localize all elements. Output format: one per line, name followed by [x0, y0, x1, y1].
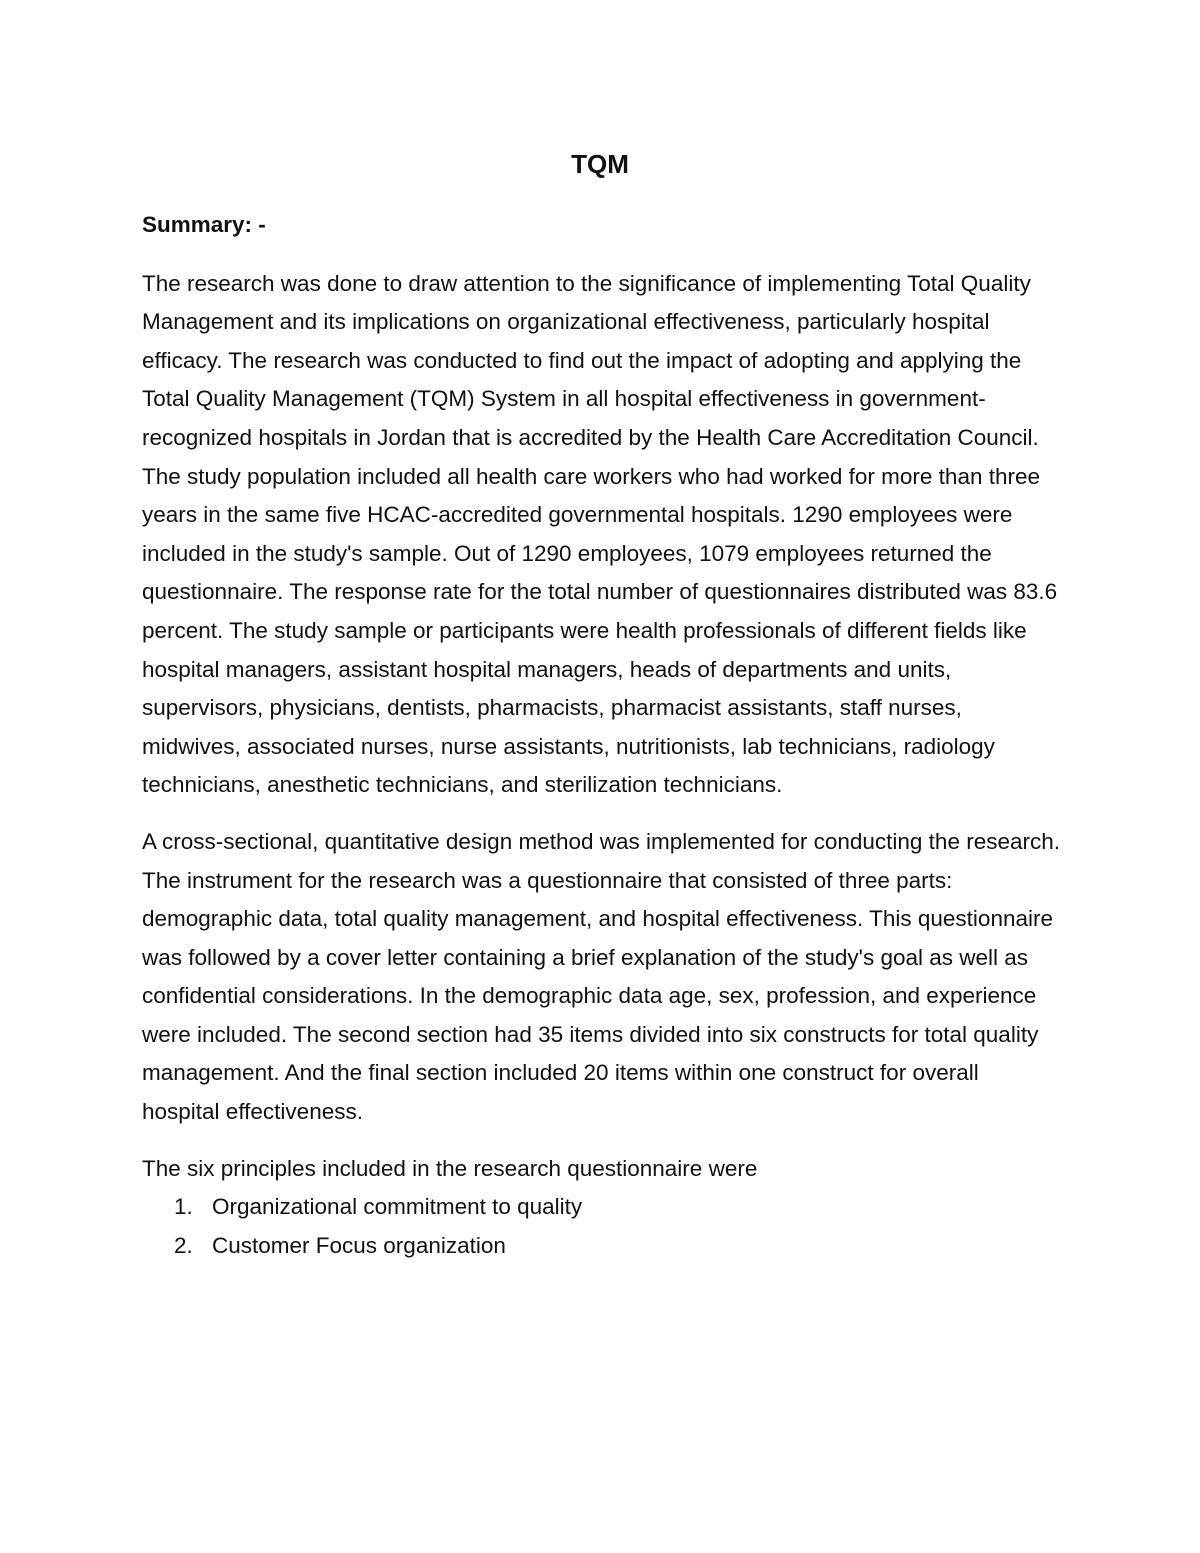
principles-intro: The six principles included in the research questionnaire were: [142, 1155, 758, 1181]
list-item: [142, 1188, 1062, 1227]
list-item-text: Customer Focus organization: [212, 1232, 506, 1258]
list-item: [142, 1227, 1062, 1266]
list-item-number: 1.: [174, 1194, 193, 1220]
list-item-number: 2.: [174, 1232, 193, 1258]
paragraph-method: A cross-sectional, quantitative design method was implemented for conducting the research. The instrument for the research was a questionnaire that consisted of three parts: demographic data, total quality management, and hospital effectiveness. This questionnaire was followed by a cover letter containing a brief explanation of the study's goal as well as confidential considerations. In the demographic data age, sex, profession, and experience were included. The second section had 35 items divided into six constructs for total quality management. And the final section included 20 items within one construct for overall hospital effectiveness.: [142, 828, 1060, 1125]
list-item-text: Organizational commitment to quality: [212, 1194, 583, 1220]
document-body: [142, 206, 1062, 1265]
document-title: TQM: [571, 149, 629, 179]
summary-heading: Summary: -: [142, 212, 266, 237]
paragraph-summary: The research was done to draw attention to the significance of implementing Total Quality Management and its implications on organizational effectiveness, particularly hospital efficacy. The research was conducted to find out the impact of adopting and applying the Total Quality Management (TQM) System in all hospital effectiveness in government-recognized hospitals in Jordan that is accredited by the Health Care Accreditation Council. The study population included all health care workers who had worked for more than three years in the same five HCAC-accredited governmental hospitals. 1290 employees were included in the study's sample. Out of 1290 employees, 1079 employees returned the questionnaire. The response rate for the total number of questionnaires distributed was 83.6 percent. The study sample or participants were health professionals of different fields like hospital managers, assistant hospital managers, heads of departments and units, supervisors, physicians, dentists, pharmacists, pharmacist assistants, staff nurses, midwives, associated nurses, nurse assistants, nutritionists, lab technicians, radiology technicians, anesthetic technicians, and sterilization technicians.: [142, 270, 1058, 798]
principles-list: [142, 1188, 1062, 1265]
